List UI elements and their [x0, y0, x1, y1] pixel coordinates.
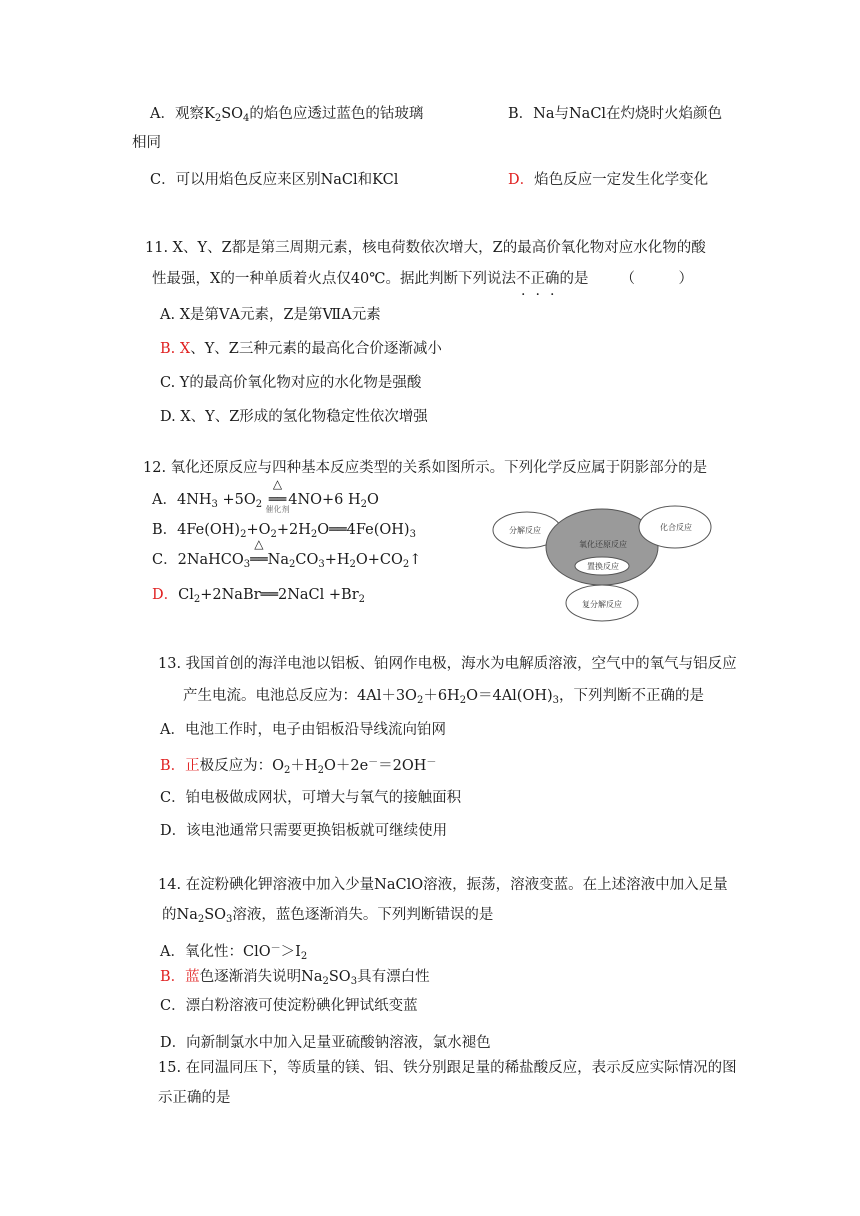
- q10-option-d-letter: D．: [508, 172, 535, 188]
- q11-stem-line2: [152, 269, 693, 289]
- q12-option-d: D．$Cl_2+2NaBr══2NaCl +Br_2$: [152, 587, 366, 605]
- q11-option-b-text: 、Y、Z三种元素的最高化合价逐渐减小: [190, 341, 442, 357]
- q11-stem-line1: 11. X、Y、Z都是第三周期元素，核电荷数依次增大，Z的最高价氧化物对应水化物的酸: [145, 240, 706, 256]
- q13-option-c: C．铂电极做成网状，可增大与氧气的接触面积: [160, 790, 462, 806]
- q12-option-c: C．2NaHCO$_3$ △ $══Na_2CO_3+H_2O+CO_2↑$: [152, 537, 422, 570]
- q13-stem-line1: 13. 我国首创的海洋电池以铝板、铂网作电极，海水为电解质溶液，空气中的氧气与铝反应: [158, 656, 737, 672]
- q11-answer-bracket: （ ）: [620, 271, 693, 287]
- q11-stem-text: 性最强，X的一种单质着火点仅40℃。据此判断下列说法: [152, 271, 516, 287]
- q10-option-d-text: 焰色反应一定发生化学变化: [534, 172, 709, 188]
- q14-option-c: C．漂白粉溶液可使淀粉碘化钾试纸变蓝: [160, 998, 418, 1014]
- q11-option-b: [160, 339, 442, 359]
- q15-stem-line2: 示正确的是: [158, 1090, 231, 1106]
- q14-option-a: A．氧化性：$ClO^->I_2$: [160, 943, 308, 962]
- q13-stem-line2: 产生电流。电池总反应为：$4Al+3O_2+6H_2O=4Al(OH)_3$，下列判断不正确的是: [183, 688, 705, 706]
- q10-option-c: C．可以用焰色反应来区别NaCl和KCl: [150, 172, 399, 188]
- q11-option-d: D. X、Y、Z形成的氢化物稳定性依次增强: [160, 409, 428, 425]
- q10-option-b: B．Na与NaCl在灼烧时火焰颜色: [508, 106, 723, 122]
- q14-stem-line2: 的$Na_2SO_3$溶液，蓝色逐渐消失。下列判断错误的是: [162, 907, 494, 925]
- q12-stem: 12. 氧化还原反应与四种基本反应类型的关系如图所示。下列化学反应属于阴影部分的是: [143, 460, 708, 476]
- q14-option-b: B．蓝色逐渐消失说明$Na_2SO_3$具有漂白性: [160, 969, 430, 987]
- q13-option-d: D．该电池通常只需要更换铝板就可继续使用: [160, 823, 448, 839]
- q13-option-b: B．正极反应为：$O_2+H_2O+2e^-=2OH^-$: [160, 757, 437, 776]
- q15-stem-line1: 15. 在同温同压下，等质量的镁、铝、铁分别跟足量的稀盐酸反应，表示反应实际情况的图: [158, 1060, 737, 1076]
- q13-option-a: A．电池工作时，电子由铝板沿导线流向铂网: [160, 722, 446, 738]
- q10-option-a: A．观察$K_2SO_4$的焰色应透过蓝色的钴玻璃: [150, 106, 424, 124]
- q11-option-b-letter: B. X: [160, 341, 191, 357]
- q14-stem-line1: 14. 在淀粉碘化钾溶液中加入少量NaClO溶液，振荡，溶液变蓝。在上述溶液中加入足量: [158, 877, 728, 893]
- label-double-decomposition: 复分解反应: [582, 600, 622, 609]
- label-combination: 化合反应: [660, 523, 692, 532]
- q11-stem-tail: 的是: [559, 271, 589, 287]
- label-displacement: 置换反应: [587, 562, 619, 571]
- label-redox: 氧化还原反应: [579, 540, 627, 549]
- q14-option-d: D．向新制氯水中加入足量亚硫酸钠溶液，氯水褪色: [160, 1035, 491, 1051]
- q12-option-b: B．$4Fe(OH)_2+O_2+2H_2O══4Fe(OH)_3$: [152, 522, 416, 540]
- q10-option-b-continued: 相同: [132, 135, 161, 151]
- q10-option-d: [508, 170, 708, 190]
- label-decomposition: 分解反应: [509, 526, 541, 535]
- q12-option-a: A．$4NH_3 +5O_2$ △ ══ 催化剂 4NO+6 $H_2O$: [152, 477, 379, 514]
- q11-option-a: A. X是第ⅤA元素，Z是第ⅦA元素: [160, 307, 381, 323]
- q11-option-c: C. Y的最高价氧化物对应的水化物是强酸: [160, 375, 422, 391]
- reaction-types-diagram: [488, 500, 713, 626]
- q11-emphasis: 不正确: [516, 271, 560, 287]
